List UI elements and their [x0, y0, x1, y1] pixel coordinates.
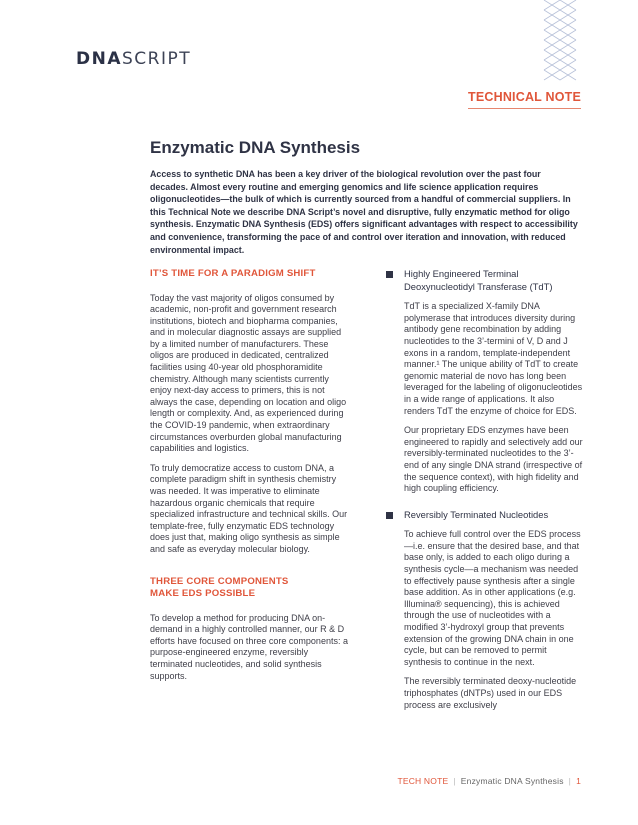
logo-script: SCRIPT — [122, 49, 192, 69]
intro-paragraph: Access to synthetic DNA has been a key driver of the biological revolution over the past four decades. Almost every routine and emerging genomics and life science application requires oligonucleotides—the bulk of which is currently sourced from a handful of commercial suppliers. In this Technical Note we describe DNA Script’s novel and disruptive, fully enzymatic method for oligo synthesis. Enzymatic DNA Synthesis (EDS) offers significant advantages with respect to accessibility and convenience, transforming the pace of and control over iteration and innovation, with reduced environmental impact. — [150, 169, 578, 255]
section-heading-paradigm-shift: IT’S TIME FOR A PARADIGM SHIFT — [150, 268, 316, 279]
section-heading-core-components — [150, 576, 352, 601]
page-footer — [397, 776, 581, 786]
logo-dna: DNA — [76, 49, 122, 69]
paragraph-control: To achieve full control over the EDS process—i.e. ensure that the desired base, and that base only, is added to each oligo during a synthesis cycle—a mechanism was needed to effectively pause synthesis after a single base addition. As in other applications (e.g. Illumina® sequencing), this is achieved through the use of nucleotides with a modified 3’-hydroxyl group that prevents extension of the growing DNA chain in one cycle, but can be removed to permit synthesis to continue in the next. — [404, 529, 581, 667]
heading-line-2: MAKE EDS POSSIBLE — [150, 588, 256, 600]
left-column — [150, 268, 352, 682]
page-title: Enzymatic DNA Synthesis — [150, 138, 361, 157]
paragraph-tdt: TdT is a specialized X-family DNA polymerase that introduces diversity during antibody gene recombination by adding nucleotides to the 3’-termini of V, D and J exons in a random, template-independent manner.¹ The unique ability of TdT to create genomic material de novo has long been leveraged for the labeling of oligonucleotides in a wide range of applications. It also renders TdT the enzyme of choice for EDS. — [404, 301, 583, 416]
heading-line-1: THREE CORE COMPONENTS — [150, 575, 289, 587]
dna-pattern-decoration — [542, 0, 578, 82]
footer-separator: | — [453, 776, 456, 786]
paragraph-dntps: The reversibly terminated deoxy-nucleotide triphosphates (dNTPs) used in our EDS process are exclusively — [404, 676, 577, 710]
paragraph-eds-enzymes: Our proprietary EDS enzymes have been engineered to rapidly and selectively add our reversibly-terminated nucleotides to the 3’-end of any single DNA strand (irrespective of the sequence context), with high fidelity and high coupling efficiency. — [404, 425, 583, 494]
technical-note-label: TECHNICAL NOTE — [468, 90, 581, 104]
paragraph-democratize: To truly democratize access to custom DNA, a complete paradigm shift in synthesis chemistry was needed. It was imperative to eliminate hazardous organic chemicals that require specialized infrastructure and technical skills. Our template-free, fully enzymatic EDS technology does just that, making oligo synthesis as simple and safe as everyday molecular biology. — [150, 462, 348, 554]
bullet-heading-nucleotides: Reversibly Terminated Nucleotides — [386, 509, 584, 522]
footer-label: TECH NOTE — [397, 776, 449, 786]
footer-title: Enzymatic DNA Synthesis — [460, 776, 564, 786]
paragraph-oligo-supply: Today the vast majority of oligos consumed by academic, non-profit and government research institutions, biotech and biopharma companies, and in molecular diagnostic assays are supplied by a limited number of manufacturers. These oligos are produced in dedicated, centralized facilities using 40-year old phosphoramidite chemistry. Although many scientists currently enjoy next-day access to primers, this is not always the case, depending on location and oligo length or complexity. And, as experienced during the COVID-19 pandemic, when extraordinary circumstances overburden global manufacturing capabilities and logistics. — [150, 292, 347, 454]
bullet-heading-tdt: Highly Engineered Terminal Deoxynucleotidyl Transferase (TdT) — [386, 268, 584, 293]
paragraph-core-components: To develop a method for producing DNA on-demand in a highly controlled manner, our R & D efforts have focused on three core components: a purpose-engineered enzyme, reversibly terminated nucleotides, and solid synthesis supports. — [150, 612, 348, 681]
page-number: 1 — [576, 776, 581, 786]
dnascript-logo — [76, 49, 191, 69]
right-column — [386, 268, 584, 711]
header-rule — [468, 108, 581, 109]
footer-separator-2: | — [568, 776, 572, 786]
